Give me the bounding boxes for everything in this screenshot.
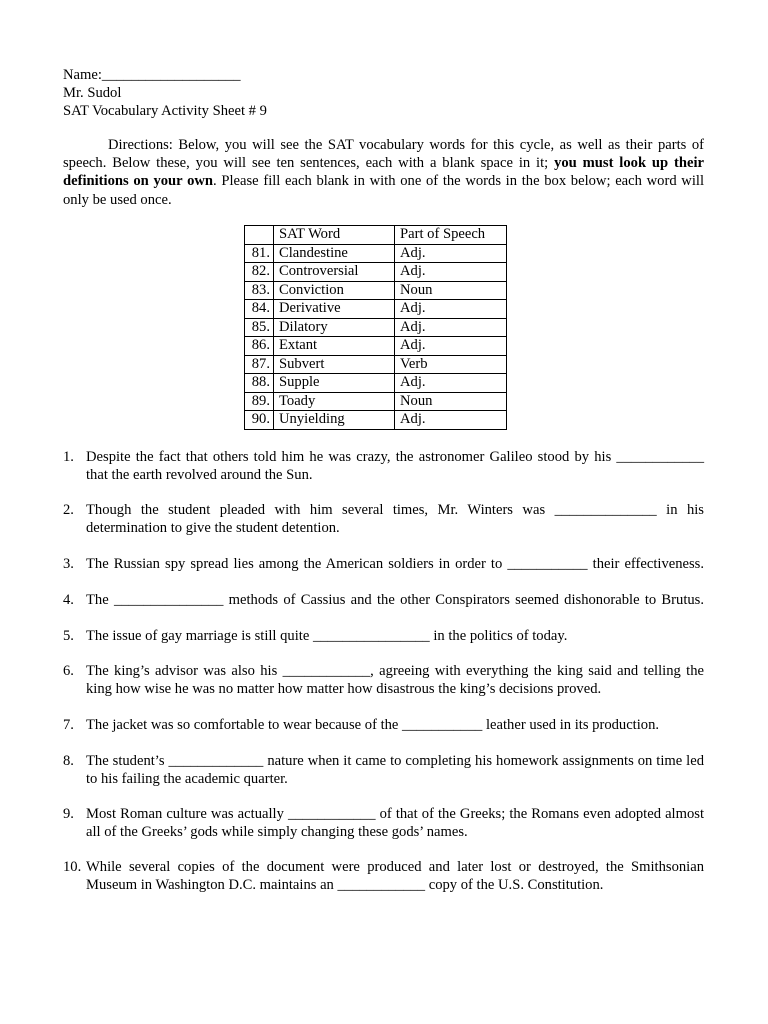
- question-item: [63, 627, 704, 645]
- question-number: 8.: [63, 753, 74, 769]
- question-item: [63, 858, 704, 894]
- word-number: 82.: [245, 263, 274, 282]
- table-row: [245, 337, 507, 356]
- word-number: 89.: [245, 392, 274, 411]
- word-number: 87.: [245, 355, 274, 374]
- table-row: [245, 263, 507, 282]
- table-row: [245, 318, 507, 337]
- question-text: The student’s _____________ nature when it came to completing his homework assignments on time led to his failing the academic quarter.: [86, 753, 704, 788]
- part-of-speech: Adj.: [395, 318, 507, 337]
- vocab-word: Unyielding: [274, 411, 395, 430]
- part-of-speech: Adj.: [395, 374, 507, 393]
- word-number: 86.: [245, 337, 274, 356]
- question-number: 4.: [63, 592, 74, 608]
- table-row: [245, 392, 507, 411]
- vocab-word: Clandestine: [274, 244, 395, 263]
- part-of-speech: Adj.: [395, 263, 507, 282]
- vocab-word: Extant: [274, 337, 395, 356]
- table-header-cell: Part of Speech: [395, 226, 507, 245]
- question-item: [63, 662, 704, 698]
- question-number: 6.: [63, 663, 74, 679]
- table-row: [245, 300, 507, 319]
- table-header-row: [245, 226, 507, 245]
- word-number: 85.: [245, 318, 274, 337]
- table-header-cell: SAT Word: [274, 226, 395, 245]
- directions-text-1: Directions: Below, you will see the SAT vocabulary words for this cycle, as well as their parts of speech. Below these, you will see ten sentences, each with a blank space in it;: [63, 137, 704, 172]
- question-item: [63, 501, 704, 537]
- part-of-speech: Verb: [395, 355, 507, 374]
- question-item: [63, 555, 704, 573]
- part-of-speech: Adj.: [395, 300, 507, 319]
- question-text: Though the student pleaded with him several times, Mr. Winters was ______________ in his determination to give the student detention.: [86, 502, 704, 537]
- table-header-cell: [245, 226, 274, 245]
- question-text: The king’s advisor was also his ____________, agreeing with everything the king said and telling the king how wise he was no matter how matter how disastrous the king’s decisions proved.: [86, 663, 704, 698]
- directions-paragraph: [63, 136, 704, 209]
- question-text: While several copies of the document were produced and later lost or destroyed, the Smithsonian Museum in Washington D.C. maintains an ____________ copy of the U.S. Constitution.: [86, 859, 704, 894]
- vocab-word: Derivative: [274, 300, 395, 319]
- question-text: The _______________ methods of Cassius and the other Conspirators seemed dishonorable to Brutus.: [86, 592, 704, 608]
- word-number: 83.: [245, 281, 274, 300]
- question-item: [63, 716, 704, 734]
- part-of-speech: Adj.: [395, 411, 507, 430]
- question-number: 1.: [63, 449, 74, 465]
- directions-bold-text: you must look up their definitions on your own: [63, 155, 704, 190]
- vocab-word: Supple: [274, 374, 395, 393]
- part-of-speech: Adj.: [395, 244, 507, 263]
- directions-text-2: . Please fill each blank in with one of the words in the box below; each word will only be used once.: [63, 173, 704, 208]
- table-row: [245, 374, 507, 393]
- part-of-speech: Noun: [395, 281, 507, 300]
- part-of-speech: Noun: [395, 392, 507, 411]
- question-text: The jacket was so comfortable to wear because of the ___________ leather used in its production.: [86, 717, 660, 733]
- vocab-word: Controversial: [274, 263, 395, 282]
- page-title: SAT Vocabulary Activity Sheet # 9: [63, 103, 267, 119]
- question-item: [63, 448, 704, 484]
- question-number: 10.: [63, 859, 82, 875]
- name-line: Name:___________________: [63, 67, 241, 83]
- word-number: 90.: [245, 411, 274, 430]
- question-text: The issue of gay marriage is still quite ________________ in the politics of today.: [86, 628, 568, 644]
- question-item: [63, 591, 704, 609]
- teacher-name: Mr. Sudol: [63, 85, 122, 101]
- question-text: Despite the fact that others told him he was crazy, the astronomer Galileo stood by his ____________ that the earth revolved around the Sun.: [86, 449, 704, 484]
- word-number: 81.: [245, 244, 274, 263]
- question-text: Most Roman culture was actually ____________ of that of the Greeks; the Romans even adopted almost all of the Greeks’ gods while simply changing these gods’ names.: [86, 806, 704, 841]
- part-of-speech: Adj.: [395, 337, 507, 356]
- table-row: [245, 244, 507, 263]
- vocab-word: Dilatory: [274, 318, 395, 337]
- question-text: The Russian spy spread lies among the American soldiers in order to ___________ their effectiveness.: [86, 556, 704, 572]
- question-number: 3.: [63, 556, 74, 572]
- vocabulary-table: [244, 225, 507, 430]
- vocab-word: Subvert: [274, 355, 395, 374]
- word-number: 88.: [245, 374, 274, 393]
- question-item: [63, 752, 704, 788]
- table-row: [245, 411, 507, 430]
- table-row: [245, 355, 507, 374]
- question-number: 9.: [63, 806, 74, 822]
- question-number: 2.: [63, 502, 74, 518]
- vocab-word: Conviction: [274, 281, 395, 300]
- question-number: 7.: [63, 717, 74, 733]
- question-number: 5.: [63, 628, 74, 644]
- vocab-word: Toady: [274, 392, 395, 411]
- question-item: [63, 805, 704, 841]
- word-number: 84.: [245, 300, 274, 319]
- table-row: [245, 281, 507, 300]
